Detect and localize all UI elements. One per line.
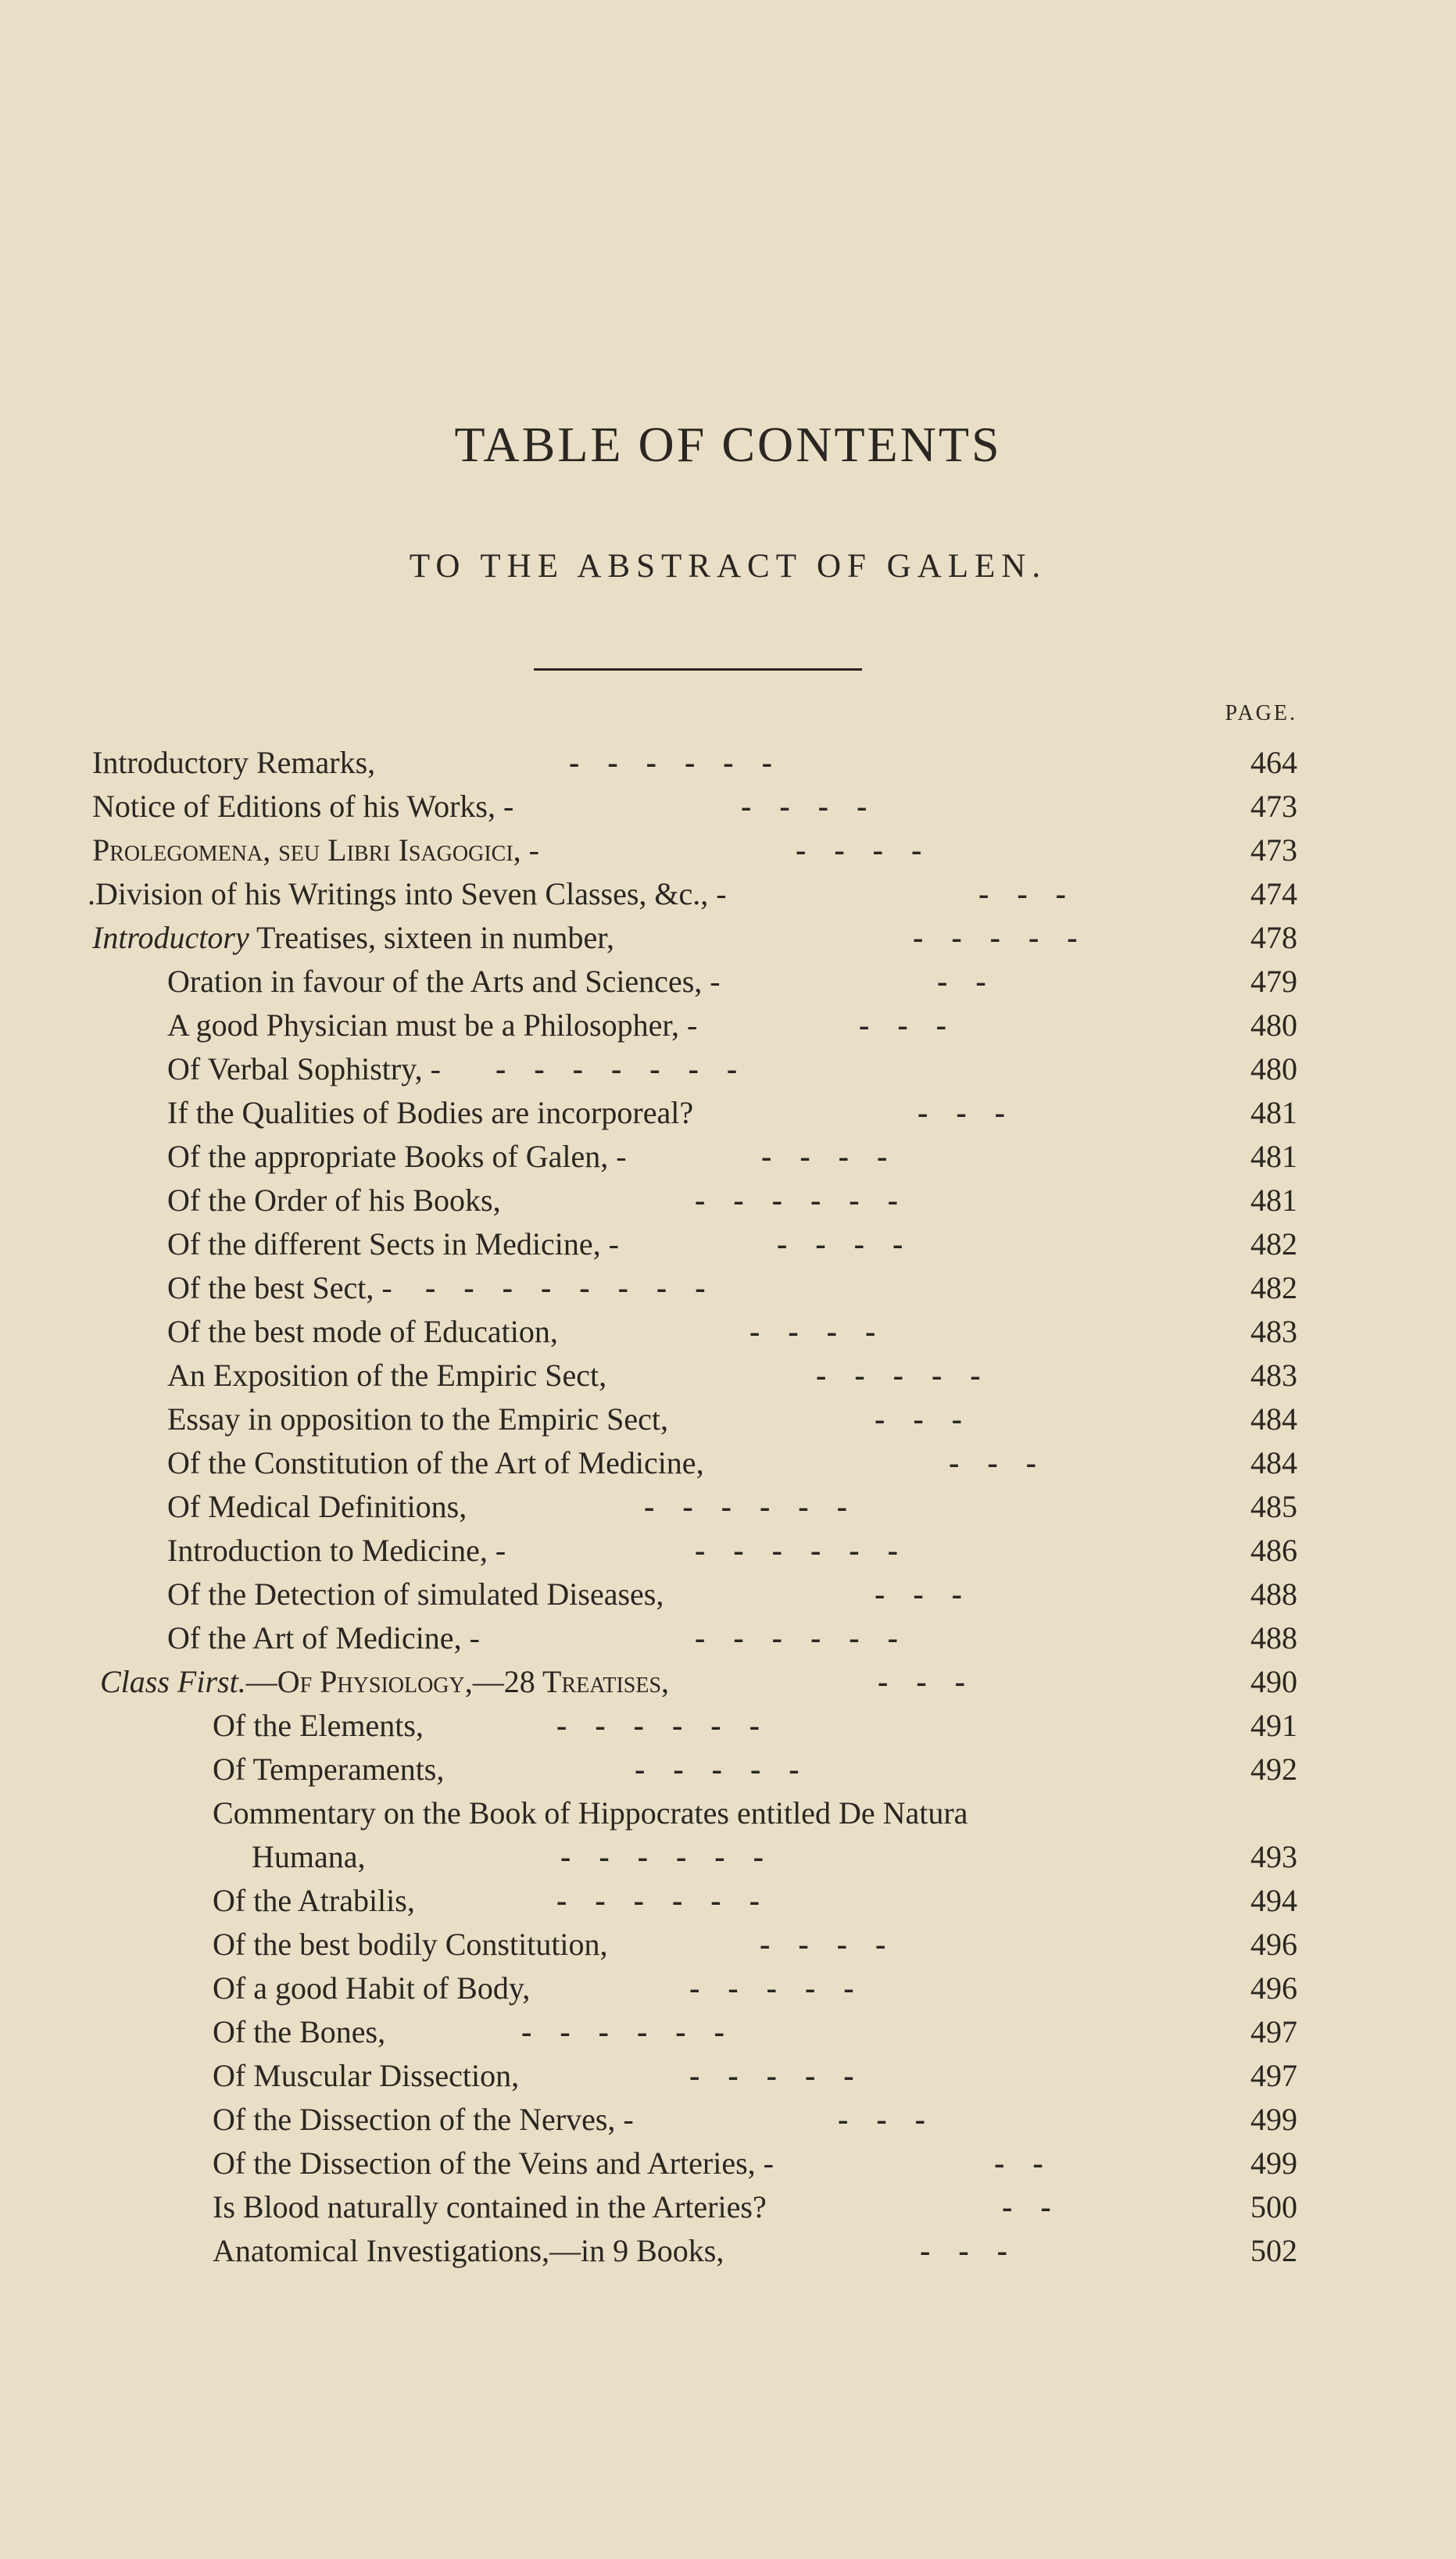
leader-dashes: --- [859, 1007, 975, 1043]
leader-dashes: --- [978, 876, 1094, 911]
leader-dashes: -- [1002, 2189, 1079, 2224]
toc-entry-page: 502 [1250, 2233, 1297, 2268]
toc-entry-text: Of the Detection of simulated Diseases, [167, 1577, 664, 1612]
toc-entry-text: Of the Order of his Books, [167, 1183, 501, 1218]
leader-dashes: ----- [913, 920, 1106, 955]
toc-entry-text: Essay in opposition to the Empiric Sect, [167, 1401, 669, 1437]
toc-entry-page: 464 [1250, 745, 1297, 780]
toc-entry-text: Prolegomena, seu Libri Isagogici, - [92, 832, 539, 868]
toc-entry-page: 496 [1250, 1970, 1297, 2006]
toc-entry-page: 488 [1250, 1620, 1297, 1655]
toc-entry-text: Of Temperaments, [213, 1752, 445, 1787]
toc-entry-text: Notice of Editions of his Works, - [92, 789, 514, 824]
toc-entry-text: Of a good Habit of Body, [213, 1970, 531, 2006]
toc-entry-text: Of the Dissection of the Nerves, - [213, 2102, 634, 2137]
toc-entry-page: 493 [1250, 1839, 1297, 1874]
toc-entry-text: Of Medical Definitions, [167, 1489, 467, 1524]
toc-entry-page: 490 [1250, 1664, 1297, 1699]
toc-entry-text: Of the best Sect, - [167, 1270, 392, 1305]
toc-entry-text: Introduction to Medicine, - [167, 1533, 506, 1568]
toc-entry-rest: Treatises, sixteen in number, [249, 920, 614, 955]
toc-entry-page: 497 [1250, 2014, 1297, 2049]
toc-entry-text: If the Qualities of Bodies are incorporeal? [167, 1095, 694, 1130]
toc-entry-text: Of the Atrabilis, [213, 1883, 415, 1918]
toc-entry [167, 1135, 1297, 1179]
toc-entry-page: 491 [1250, 1708, 1297, 1743]
toc-entry-page: 485 [1250, 1489, 1297, 1524]
toc-entry-page: 499 [1250, 2146, 1297, 2181]
leader-dashes: ---- [777, 1226, 932, 1262]
toc-entry [213, 1923, 1297, 1967]
leader-dashes: -------- [425, 1270, 734, 1305]
toc-entry-text: Of the Elements, [213, 1708, 424, 1743]
page-subtitle: TO THE ABSTRACT OF GALEN. [409, 548, 1047, 585]
toc-entry-page: 500 [1250, 2189, 1297, 2224]
toc-entry-page: 473 [1250, 832, 1297, 868]
toc-entry [92, 785, 1297, 829]
toc-entry [167, 1222, 1297, 1266]
toc-entry-page: 481 [1250, 1183, 1297, 1218]
toc-entry-page: 484 [1250, 1445, 1297, 1480]
toc-entry-page: 480 [1250, 1007, 1297, 1043]
leader-dashes: ------ [521, 2014, 753, 2049]
leader-dashes: --- [918, 1095, 1033, 1130]
toc-entry-page: 481 [1250, 1139, 1297, 1174]
toc-entry [92, 916, 1297, 960]
toc-entry-page: 474 [1250, 876, 1297, 911]
toc-entry-text: Commentary on the Book of Hippocrates entitled De Natura [213, 1795, 968, 1831]
toc-entry-italic: Introductory [92, 920, 249, 955]
toc-entry-text [92, 916, 614, 960]
toc-entry-text: Is Blood naturally contained in the Arteries? [213, 2189, 767, 2224]
toc-entry-text: Of Verbal Sophistry, - [167, 1051, 441, 1086]
toc-entry [167, 1004, 1297, 1047]
leader-dashes: --- [875, 1577, 990, 1612]
leader-dashes: --- [949, 1445, 1064, 1480]
toc-entry [167, 1091, 1297, 1135]
toc-entry-page: 482 [1250, 1270, 1297, 1305]
leader-dashes: -- [937, 964, 1014, 999]
leader-dashes: ---- [760, 1927, 914, 1962]
toc-entry-text: Of the Constitution of the Art of Medicine, [167, 1445, 704, 1480]
toc-entry-page: 494 [1250, 1883, 1297, 1918]
toc-entry-page: 499 [1250, 2102, 1297, 2137]
toc-entry [213, 1879, 1297, 1923]
toc-entry-text: Of the Art of Medicine, - [167, 1620, 480, 1655]
toc-entry-page: 473 [1250, 789, 1297, 824]
toc-entry-page: 482 [1250, 1226, 1297, 1262]
toc-entry [167, 1354, 1297, 1398]
toc-entry-text: Humana, [252, 1839, 366, 1874]
toc-entry-text: Of the Dissection of the Veins and Arteries, - [213, 2146, 774, 2181]
leader-dashes: ------ [560, 1839, 792, 1874]
toc-entry-text: A good Physician must be a Philosopher, - [167, 1007, 698, 1043]
toc-entry-page: 483 [1250, 1358, 1297, 1393]
leader-dashes: --- [875, 1401, 990, 1437]
toc-entry-text: .Division of his Writings into Seven Classes, &c., - [88, 876, 727, 911]
toc-entry-text: Oration in favour of the Arts and Sciences, - [167, 964, 721, 999]
toc-entry-page: 479 [1250, 964, 1297, 999]
toc-entry [213, 1791, 1205, 1835]
toc-entry-text: Of the different Sects in Medicine, - [167, 1226, 619, 1262]
toc-entry [167, 1266, 1297, 1310]
toc-entry [213, 2142, 1297, 2185]
leader-dashes: ---- [761, 1139, 916, 1174]
leader-dashes: --- [838, 2102, 953, 2137]
leader-dashes: ------ [556, 1883, 788, 1918]
leader-dashes: ------ [695, 1183, 926, 1218]
toc-entry-page: 483 [1250, 1314, 1297, 1349]
toc-entry-page: 480 [1250, 1051, 1297, 1086]
toc-entry [167, 1310, 1297, 1354]
toc-entry-page: 497 [1250, 2058, 1297, 2093]
leader-dashes: ---- [749, 1314, 904, 1349]
toc-entry [167, 1485, 1297, 1529]
toc-entry [213, 2185, 1297, 2229]
toc-entry [167, 1529, 1297, 1573]
toc-entry [213, 2229, 1297, 2273]
toc-entry-page: 484 [1250, 1401, 1297, 1437]
toc-entry-text: Anatomical Investigations,—in 9 Books, [213, 2233, 724, 2268]
toc-entry [88, 872, 1297, 916]
toc-entry [213, 2098, 1297, 2142]
leader-dashes: ------ [556, 1708, 788, 1743]
toc-entry [213, 2010, 1297, 2054]
toc-entry [167, 1047, 1297, 1091]
toc-entry [167, 1179, 1297, 1222]
toc-entry-page: 486 [1250, 1533, 1297, 1568]
toc-entry [167, 1573, 1297, 1616]
page-title: TABLE OF CONTENTS [454, 417, 1002, 472]
toc-entry [213, 2054, 1297, 2098]
toc-entry-text: Of the best bodily Constitution, [213, 1927, 608, 1962]
toc-entry-text: Of the best mode of Education, [167, 1314, 558, 1349]
toc-entry-page: 481 [1250, 1095, 1297, 1130]
toc-entry-page: 478 [1250, 920, 1297, 955]
toc-entry [92, 829, 1297, 872]
toc-entry-text [100, 1660, 669, 1704]
toc-entry-rest: —Of Physiology,—28 Treatises, [245, 1664, 670, 1699]
toc-entry [167, 1398, 1297, 1441]
toc-entry-italic: Class First. [100, 1664, 246, 1699]
toc-entry-text: Introductory Remarks, [92, 745, 376, 780]
leader-dashes: ---- [796, 832, 950, 868]
toc-entry [167, 960, 1297, 1004]
leader-dashes: ------- [495, 1051, 766, 1086]
toc-entry [100, 1660, 1297, 1704]
toc-entry-text: Of the appropriate Books of Galen, - [167, 1139, 627, 1174]
leader-dashes: --- [920, 2233, 1036, 2268]
toc-entry [213, 1967, 1297, 2010]
leader-dashes: ------ [695, 1620, 926, 1655]
toc-entry [92, 741, 1297, 785]
leader-dashes: -- [994, 2146, 1071, 2181]
toc-entry-text: An Exposition of the Empiric Sect, [167, 1358, 607, 1393]
toc-entry-page: 492 [1250, 1752, 1297, 1787]
toc-entry-page: 496 [1250, 1927, 1297, 1962]
toc-entry [213, 1748, 1297, 1791]
leader-dashes: ----- [816, 1358, 1009, 1393]
toc-entry [167, 1616, 1297, 1660]
leader-dashes: ----- [689, 2058, 882, 2093]
toc-entry [213, 1704, 1297, 1748]
toc-entry [167, 1441, 1297, 1485]
toc-entry-text: Of Muscular Dissection, [213, 2058, 520, 2093]
leader-dashes: ------ [695, 1533, 926, 1568]
toc-entry [252, 1835, 1297, 1879]
leader-dashes: ----- [635, 1752, 828, 1787]
toc-entry-page: 488 [1250, 1577, 1297, 1612]
toc-entry-text: Of the Bones, [213, 2014, 386, 2049]
leader-dashes: ---- [741, 789, 896, 824]
leader-dashes: ------ [644, 1489, 875, 1524]
leader-dashes: --- [878, 1664, 993, 1699]
leader-dashes: ----- [689, 1970, 882, 2006]
page-column-label: PAGE. [1225, 701, 1297, 725]
leader-dashes: ------ [569, 745, 800, 780]
